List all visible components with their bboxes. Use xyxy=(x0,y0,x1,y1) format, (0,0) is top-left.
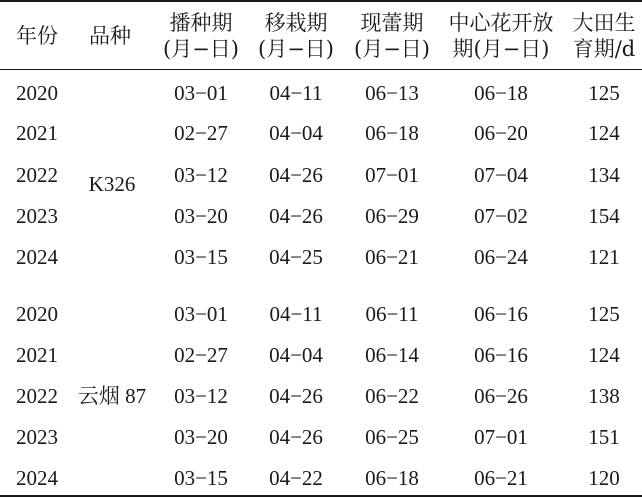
header-transplant-line1: 移栽期 xyxy=(264,11,328,35)
cell-growth: 151 xyxy=(588,425,620,449)
header-budding-line1: 现蕾期 xyxy=(360,11,424,35)
header-flowering xyxy=(449,10,554,62)
cell-budding: 06−21 xyxy=(365,245,419,269)
cell-budding: 06−22 xyxy=(365,384,419,408)
cell-sowing: 03−15 xyxy=(174,466,228,490)
header-flowering-line1: 中心花开放 xyxy=(448,11,554,35)
cell-sowing: 03−01 xyxy=(174,302,228,326)
cell-growth: 154 xyxy=(588,204,620,228)
cell-growth: 120 xyxy=(588,466,620,490)
cell-growth: 121 xyxy=(588,245,620,269)
cell-growth: 125 xyxy=(588,81,620,105)
cell-flowering: 06−24 xyxy=(474,245,528,269)
cell-sowing: 03−20 xyxy=(174,204,228,228)
cell-sowing: 02−27 xyxy=(174,121,228,145)
header-sowing-line2: (月−日) xyxy=(163,37,239,61)
header-transplant-line2: (月−日) xyxy=(258,37,334,61)
cell-sowing: 03−12 xyxy=(174,163,228,187)
cell-flowering: 06−18 xyxy=(474,81,528,105)
cell-year: 2020 xyxy=(16,81,58,105)
variety-label-k326: K326 xyxy=(88,172,136,196)
cell-sowing: 03−01 xyxy=(174,81,228,105)
cell-year: 2021 xyxy=(16,121,58,145)
cell-flowering: 06−16 xyxy=(474,343,528,367)
header-growth-line2: 育期/d xyxy=(572,37,636,61)
cell-budding: 06−25 xyxy=(365,425,419,449)
cell-year: 2024 xyxy=(16,466,58,490)
cell-budding: 06−14 xyxy=(365,343,419,367)
cell-transplant: 04−26 xyxy=(269,163,323,187)
cell-flowering: 06−26 xyxy=(474,384,528,408)
table-header-rule xyxy=(0,69,642,70)
cell-transplant: 04−25 xyxy=(269,245,323,269)
cell-budding: 06−18 xyxy=(365,121,419,145)
header-flowering-line2: 期(月−日) xyxy=(452,37,550,61)
header-year: 年份 xyxy=(16,24,58,48)
cell-year: 2020 xyxy=(16,302,58,326)
cell-transplant: 04−04 xyxy=(269,343,323,367)
cell-flowering: 06−21 xyxy=(474,466,528,490)
cell-growth: 138 xyxy=(588,384,620,408)
cell-growth: 125 xyxy=(588,302,620,326)
cell-sowing: 03−12 xyxy=(174,384,228,408)
header-budding-line2: (月−日) xyxy=(354,37,430,61)
cell-year: 2022 xyxy=(16,384,58,408)
header-variety: 品种 xyxy=(89,24,131,48)
cell-budding: 06−13 xyxy=(365,81,419,105)
cell-transplant: 04−11 xyxy=(269,81,323,105)
cell-transplant: 04−26 xyxy=(269,384,323,408)
header-growth-line1: 大田生 xyxy=(572,11,636,35)
variety-label-yunyan87: 云烟 87 xyxy=(77,384,147,408)
cell-transplant: 04−22 xyxy=(269,466,323,490)
cell-transplant: 04−11 xyxy=(269,302,323,326)
cell-budding: 06−11 xyxy=(365,302,419,326)
header-sowing-line1: 播种期 xyxy=(169,11,233,35)
cell-transplant: 04−26 xyxy=(269,425,323,449)
cell-flowering: 07−02 xyxy=(474,204,528,228)
cell-transplant: 04−04 xyxy=(269,121,323,145)
cell-budding: 06−29 xyxy=(365,204,419,228)
cell-sowing: 03−15 xyxy=(174,245,228,269)
table-bottom-rule xyxy=(0,495,642,497)
header-transplant xyxy=(258,10,334,62)
cell-year: 2022 xyxy=(16,163,58,187)
cell-year: 2021 xyxy=(16,343,58,367)
cell-year: 2023 xyxy=(16,204,58,228)
cell-growth: 124 xyxy=(588,343,620,367)
cell-sowing: 02−27 xyxy=(174,343,228,367)
cell-flowering: 06−16 xyxy=(474,302,528,326)
table-top-rule xyxy=(0,0,642,2)
cell-year: 2023 xyxy=(16,425,58,449)
cell-year: 2024 xyxy=(16,245,58,269)
header-growth xyxy=(573,10,636,62)
cell-flowering: 06−20 xyxy=(474,121,528,145)
cell-flowering: 07−04 xyxy=(474,163,528,187)
cell-budding: 07−01 xyxy=(365,163,419,187)
header-sowing xyxy=(163,10,239,62)
cell-transplant: 04−26 xyxy=(269,204,323,228)
cell-sowing: 03−20 xyxy=(174,425,228,449)
cell-growth: 124 xyxy=(588,121,620,145)
header-budding xyxy=(354,10,430,62)
cell-growth: 134 xyxy=(588,163,620,187)
cell-budding: 06−18 xyxy=(365,466,419,490)
cell-flowering: 07−01 xyxy=(474,425,528,449)
